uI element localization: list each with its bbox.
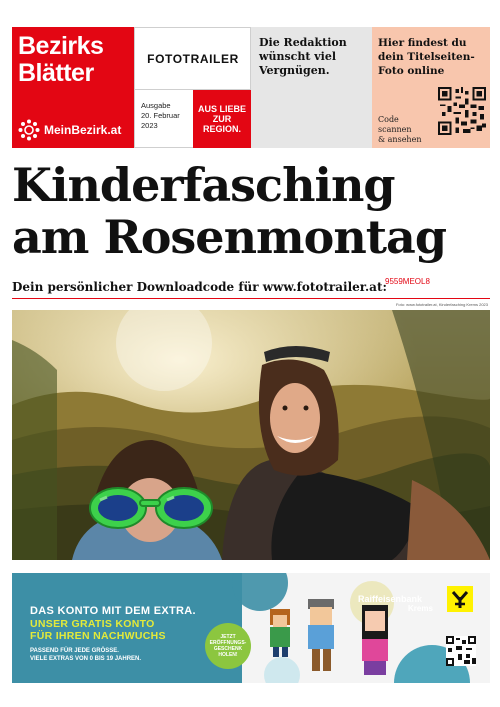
headline-line-1: Kinderfasching [12, 158, 395, 212]
ad-detail-1: PASSEND FÜR JEDE GRÖSSE. [30, 648, 119, 654]
meinbezirk-brand [18, 119, 121, 141]
scan-hint-1: Code [378, 115, 399, 124]
photo-scene [12, 310, 490, 560]
promo-line-1: JETZT [220, 634, 236, 640]
qr-code-icon[interactable] [446, 636, 476, 666]
bank-name: Raiffeisenbank [358, 594, 423, 604]
ad-detail-2: VIELE EXTRAS VON 0 BIS 19 JAHREN. [30, 656, 142, 662]
section-title: FOTOTRAILER [147, 52, 239, 66]
masthead [12, 27, 490, 148]
section-box [134, 27, 251, 148]
sun-burst-icon [18, 119, 40, 141]
raiffeisen-gable-cross-icon [450, 589, 470, 609]
editorial-greeting: Die Redaktion wünscht viel Vergnügen. [251, 27, 372, 148]
promo-bubble [205, 623, 251, 669]
scan-hint [378, 115, 421, 145]
slogan-line-2: ZUR [212, 114, 232, 124]
divider-red [12, 298, 490, 299]
raiffeisen-logo [447, 586, 473, 612]
download-instruction: Dein persönlicher Downloadcode für www.fototrailer.at: [12, 280, 387, 294]
meinbezirk-label: MeinBezirk.at [44, 123, 122, 137]
promo-line-2: ERÖFFNUNGS- [209, 640, 247, 646]
promo-line-3: GESCHENK [213, 646, 243, 652]
promo-line-4: HOLEN! [218, 652, 238, 658]
bank-advertisement[interactable] [12, 573, 490, 683]
photo-credit: Foto: www.fototrailer.at, Kinderfasching Krems 2023 [395, 302, 488, 307]
scan-hint-3: & ansehen [378, 135, 422, 144]
ad-subheadline-2: FÜR IHREN NACHWUCHS [30, 630, 166, 642]
headline-line-2: am Rosenmontag [12, 210, 447, 264]
slogan-line-3: REGION. [202, 124, 241, 134]
online-photo-text: Hier findest du dein Titelseiten-Foto online [378, 37, 475, 77]
issue-info [141, 101, 180, 131]
issue-year: 2023 [141, 121, 158, 130]
scan-hint-2: scannen [378, 125, 412, 134]
bank-town: Krems [408, 604, 433, 613]
download-code[interactable]: 9559MEOL8 [385, 277, 430, 286]
logo-line-1: Bezirks [18, 32, 104, 60]
bezirksblaetter-logo[interactable] [12, 27, 134, 148]
online-photo-box [372, 27, 490, 148]
slogan-badge [193, 90, 251, 148]
slogan-line-1: AUS LIEBE [197, 104, 246, 114]
cover-photo [12, 310, 490, 560]
issue-label: Ausgabe [141, 101, 171, 110]
logo-line-2: Blätter [18, 59, 94, 87]
issue-date: 20. Februar [141, 111, 180, 120]
qr-code-icon[interactable] [438, 87, 486, 135]
ad-headline: DAS KONTO MIT DEM EXTRA. [30, 605, 196, 617]
headline [12, 159, 492, 263]
ad-subheadline-1: UNSER GRATIS KONTO [30, 618, 155, 630]
